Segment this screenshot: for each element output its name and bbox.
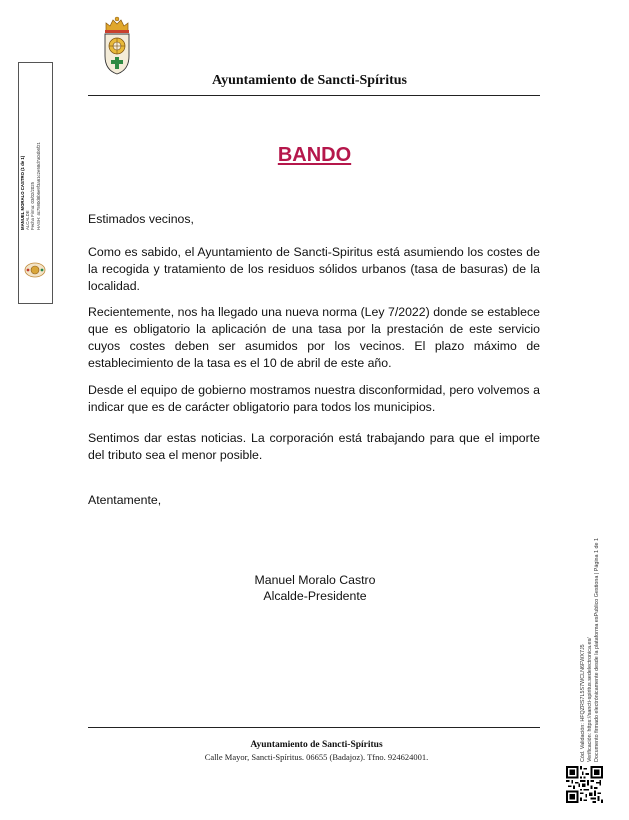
paragraph-2: Recientemente, nos ha llegado una nueva norma (Ley 7/2022) donde se establece que es obligatorio la aplicación de una tasa por la prestación de este servicio cuyos costes deben ser asumidos por los vecinos. El plazo máximo de establecimiento de la tasa es el 10 de abril de este año. [88,305,540,370]
signer-role: Alcalde-Presidente [263,589,367,603]
footer-address: Calle Mayor, Sancti-Spíritus. 06655 (Badajoz). Tfno. 924624001. [204,752,429,762]
document-heading-text: BANDO [277,144,352,166]
coat-of-arms-icon [101,14,133,76]
verification-url[interactable]: Verificación: https://sancti-spiritus.sedelectronica.es/ [587,637,594,762]
verification-code: Cód. Validación: HFQZRS7L5S7WCLN6FWX7J5 [580,644,586,762]
footer-divider [88,727,540,728]
signer-name: Manuel Moralo Castro [254,573,376,587]
seal-icon [24,262,46,278]
stamp-signature-date: Fecha Firma: 03/02/2025 [30,181,36,230]
closing: Atentamente, [88,493,162,507]
qr-code-icon [566,766,603,803]
stamp-signer-name: MANUEL MORALO CASTRO (1 de 1) [20,155,25,230]
header-divider [88,95,540,96]
stamp-signer-role: ALCALDE [25,210,31,230]
document-heading [0,144,629,167]
footer-title: Ayuntamiento de Sancti-Spíritus [250,740,383,750]
paragraph-4: Sentimos dar estas noticias. La corporación está trabajando para que el importe del tributo sea el menor posible. [88,431,540,462]
paragraph-1: Como es sabido, el Ayuntamiento de Sancti-Spiritus está asumiendo los costes de la recogida y tratamiento de los residuos sólidos urbanos (tasa de basuras) de la localidad. [88,245,540,293]
paragraph-3: Desde el equipo de gobierno mostramos nuestra disconformidad, pero volvemos a indicar que es de carácter obligatorio para todos los municipios. [88,383,540,414]
stamp-hash: HASH: 4c7590d8b6e9f3a61c2e58d7a04b6f21 [35,142,41,230]
header-title: Ayuntamiento de Sancti-Spíritus [212,73,407,88]
greeting: Estimados vecinos, [88,212,194,226]
verification-text [580,538,602,762]
verification-note: Documento firmado electrónicamente desde la plataforma esPublico Gestiona | Página 1 de 1 [594,537,601,762]
